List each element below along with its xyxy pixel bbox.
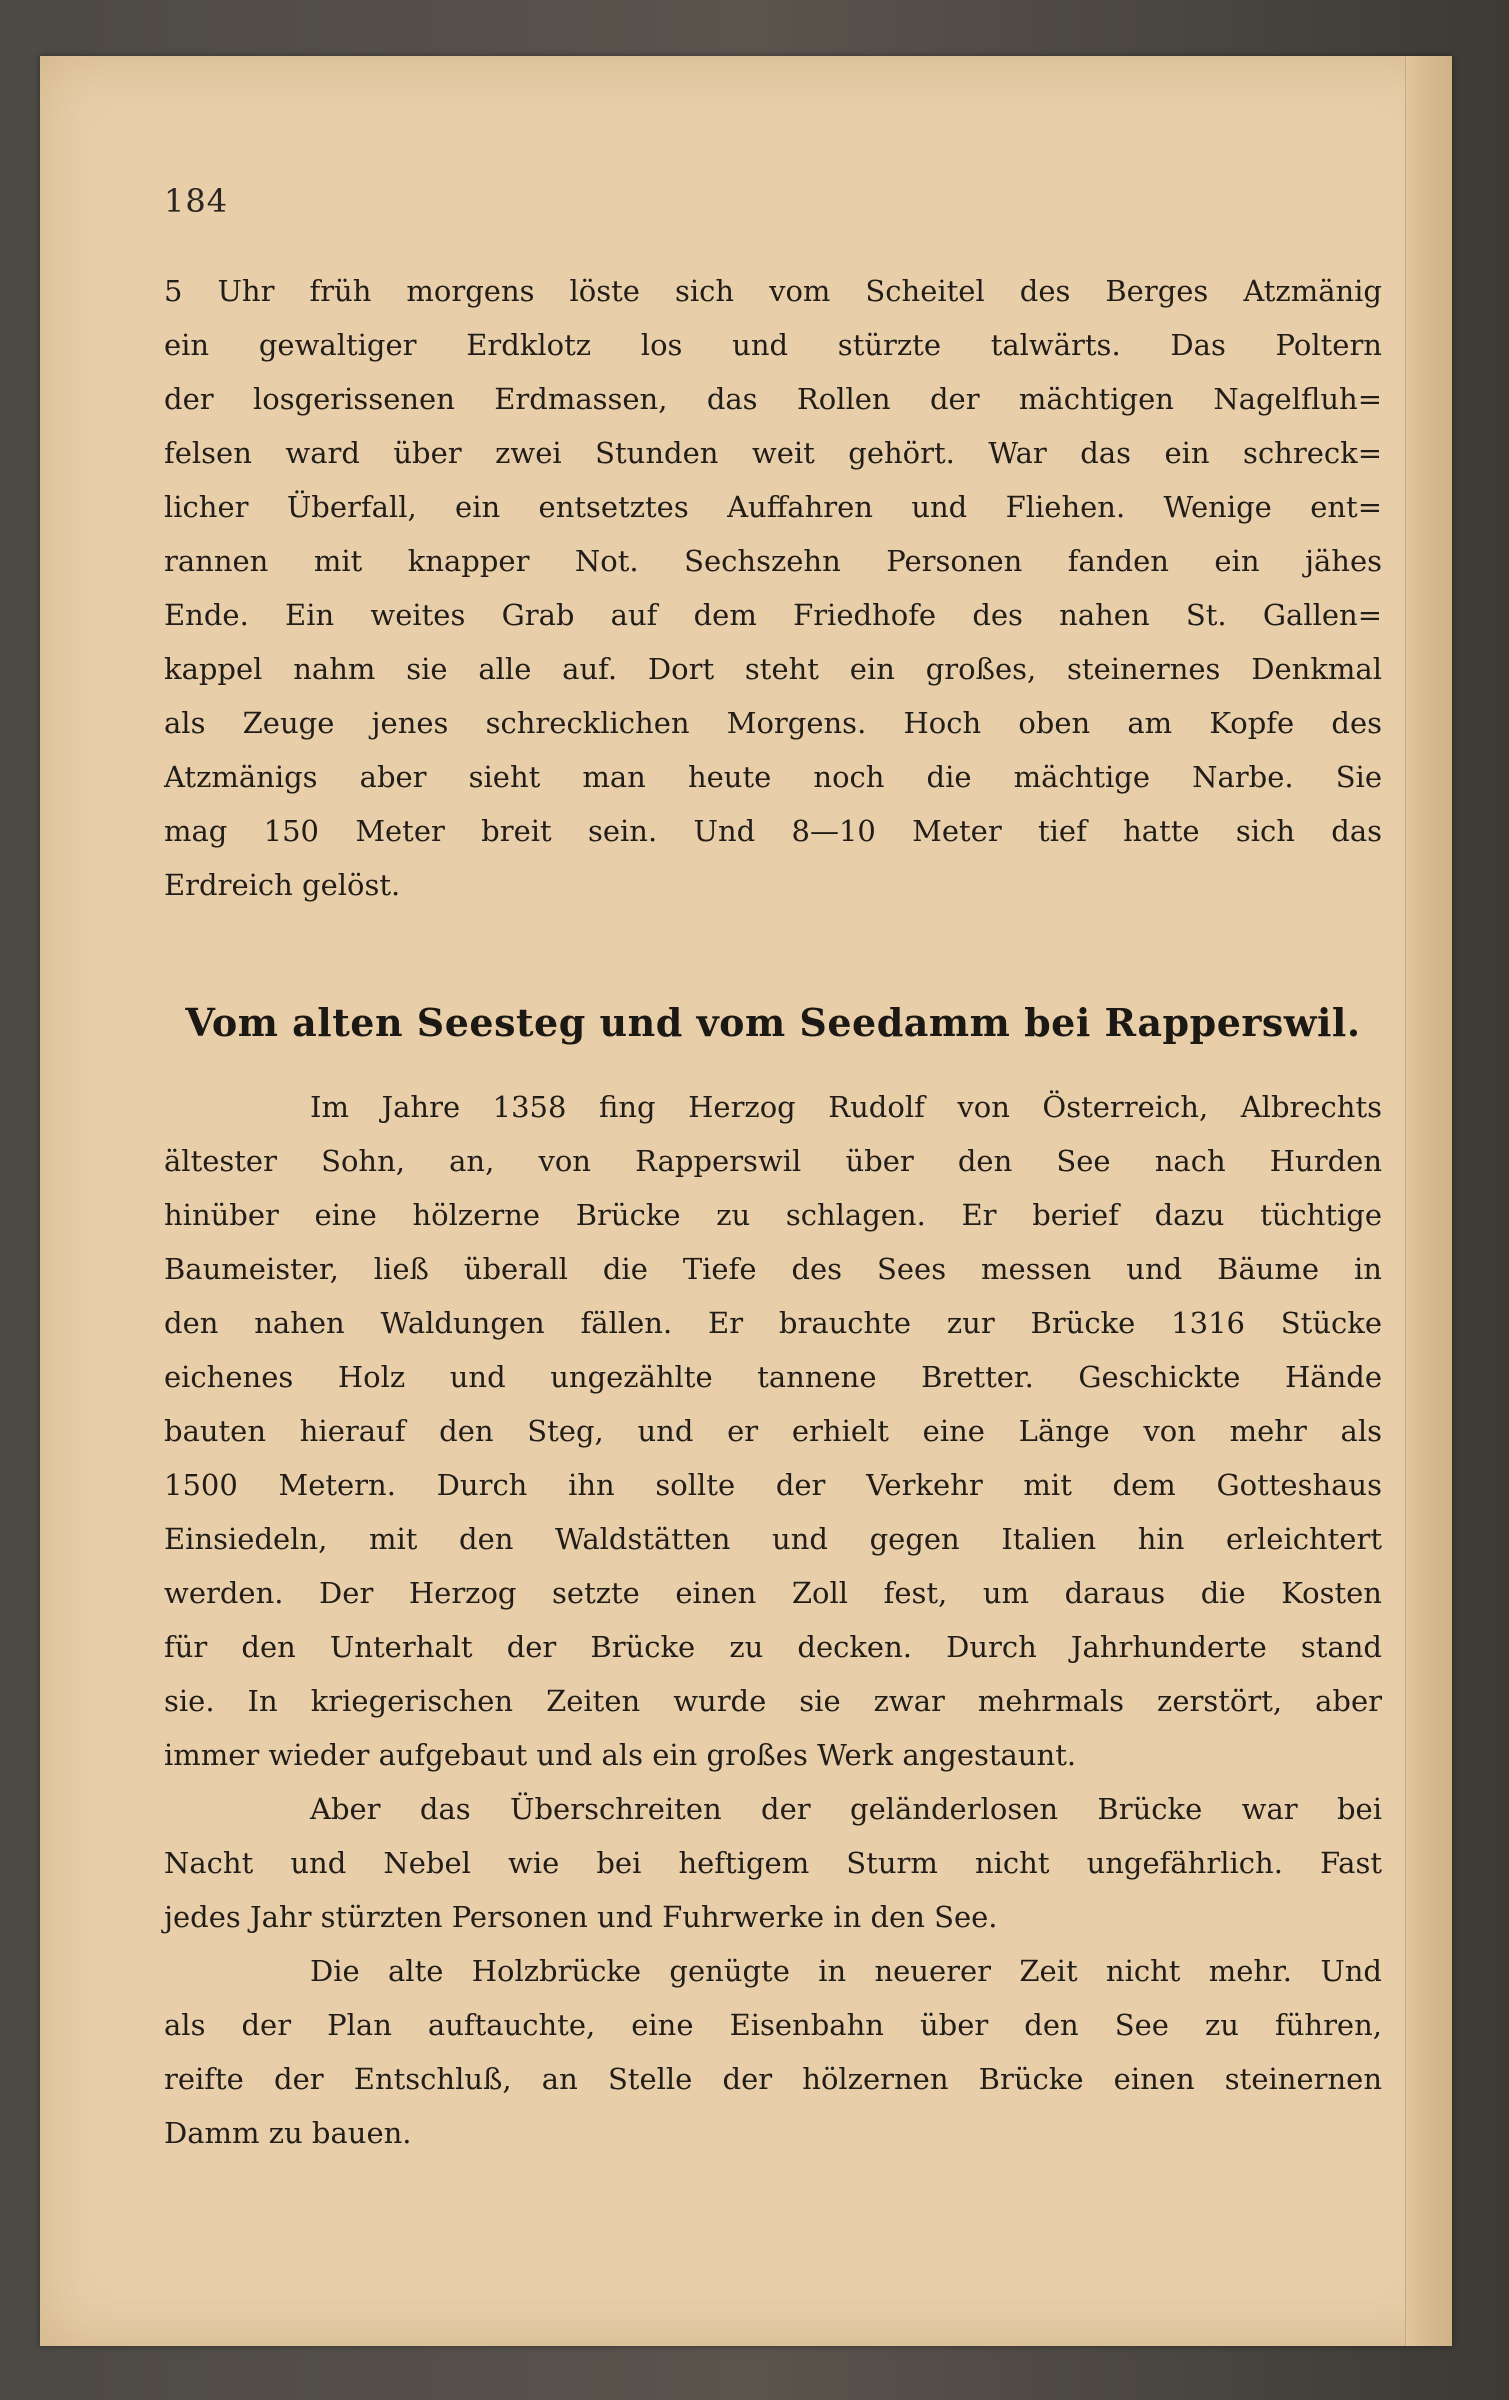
- text-line: als Zeuge jenes schrecklichen Morgens. Hoch oben am Kopfe des: [164, 706, 1382, 740]
- text-line: eichenes Holz und ungezählte tannene Bretter. Geschickte Hände: [164, 1360, 1382, 1394]
- paragraph-landslide: [164, 264, 1382, 912]
- text-line: jedes Jahr stürzten Personen und Fuhrwerke in den See.: [164, 1900, 998, 1934]
- text-line: ältester Sohn, an, von Rapperswil über den See nach Hurden: [164, 1144, 1382, 1178]
- text-line: Im Jahre 1358 fing Herzog Rudolf von Österreich, Albrechts: [310, 1090, 1382, 1124]
- section-heading: Vom alten Seesteg und vom Seedamm bei Rapperswil.: [185, 1000, 1361, 1045]
- text-line: für den Unterhalt der Brücke zu decken. Durch Jahrhunderte stand: [164, 1630, 1382, 1664]
- text-line: felsen ward über zwei Stunden weit gehört. War das ein schreck=: [164, 436, 1382, 470]
- paragraph-bridge-history: [164, 1080, 1382, 1782]
- text-line: licher Überfall, ein entsetztes Auffahren und Fliehen. Wenige ent=: [164, 490, 1382, 524]
- page-number: 184: [164, 182, 229, 220]
- paragraph-bridge-danger: [164, 1782, 1382, 1944]
- text-line: 1500 Metern. Durch ihn sollte der Verkehr mit dem Gotteshaus: [164, 1468, 1382, 1502]
- text-line: Ende. Ein weites Grab auf dem Friedhofe des nahen St. Gallen=: [164, 598, 1382, 632]
- text-line: den nahen Waldungen fällen. Er brauchte zur Brücke 1316 Stücke: [164, 1306, 1382, 1340]
- paragraph-new-dam: [164, 1944, 1382, 2160]
- text-line: Atzmänigs aber sieht man heute noch die mächtige Narbe. Sie: [164, 760, 1382, 794]
- text-line: reifte der Entschluß, an Stelle der hölzernen Brücke einen steinernen: [164, 2062, 1382, 2096]
- text-line: immer wieder aufgebaut und als ein großes Werk angestaunt.: [164, 1738, 1077, 1772]
- text-line: 5 Uhr früh morgens löste sich vom Scheitel des Berges Atzmänig: [164, 274, 1382, 308]
- text-line: kappel nahm sie alle auf. Dort steht ein großes, steinernes Denkmal: [164, 652, 1382, 686]
- text-line: Erdreich gelöst.: [164, 868, 401, 902]
- text-line: hinüber eine hölzerne Brücke zu schlagen. Er berief dazu tüchtige: [164, 1198, 1382, 1232]
- text-line: sie. In kriegerischen Zeiten wurde sie zwar mehrmals zerstört, aber: [164, 1684, 1382, 1718]
- text-line: als der Plan auftauchte, eine Eisenbahn über den See zu führen,: [164, 2008, 1382, 2042]
- text-line: Aber das Überschreiten der geländerlosen Brücke war bei: [310, 1792, 1382, 1826]
- text-line: mag 150 Meter breit sein. Und 8—10 Meter tief hatte sich das: [164, 814, 1382, 848]
- text-line: Nacht und Nebel wie bei heftigem Sturm nicht ungefährlich. Fast: [164, 1846, 1382, 1880]
- page-edge: [1405, 56, 1452, 2346]
- text-line: Damm zu bauen.: [164, 2116, 412, 2150]
- text-line: rannen mit knapper Not. Sechszehn Personen fanden ein jähes: [164, 544, 1382, 578]
- text-line: Die alte Holzbrücke genügte in neuerer Zeit nicht mehr. Und: [310, 1954, 1382, 1988]
- text-line: ein gewaltiger Erdklotz los und stürzte talwärts. Das Poltern: [164, 328, 1382, 362]
- text-line: Baumeister, ließ überall die Tiefe des Sees messen und Bäume in: [164, 1252, 1382, 1286]
- section-body: [164, 1080, 1382, 2160]
- text-line: werden. Der Herzog setzte einen Zoll fest, um daraus die Kosten: [164, 1576, 1382, 1610]
- text-line: der losgerissenen Erdmassen, das Rollen der mächtigen Nagelfluh=: [164, 382, 1382, 416]
- text-line: Einsiedeln, mit den Waldstätten und gegen Italien hin erleichtert: [164, 1522, 1382, 1556]
- text-line: bauten hierauf den Steg, und er erhielt eine Länge von mehr als: [164, 1414, 1382, 1448]
